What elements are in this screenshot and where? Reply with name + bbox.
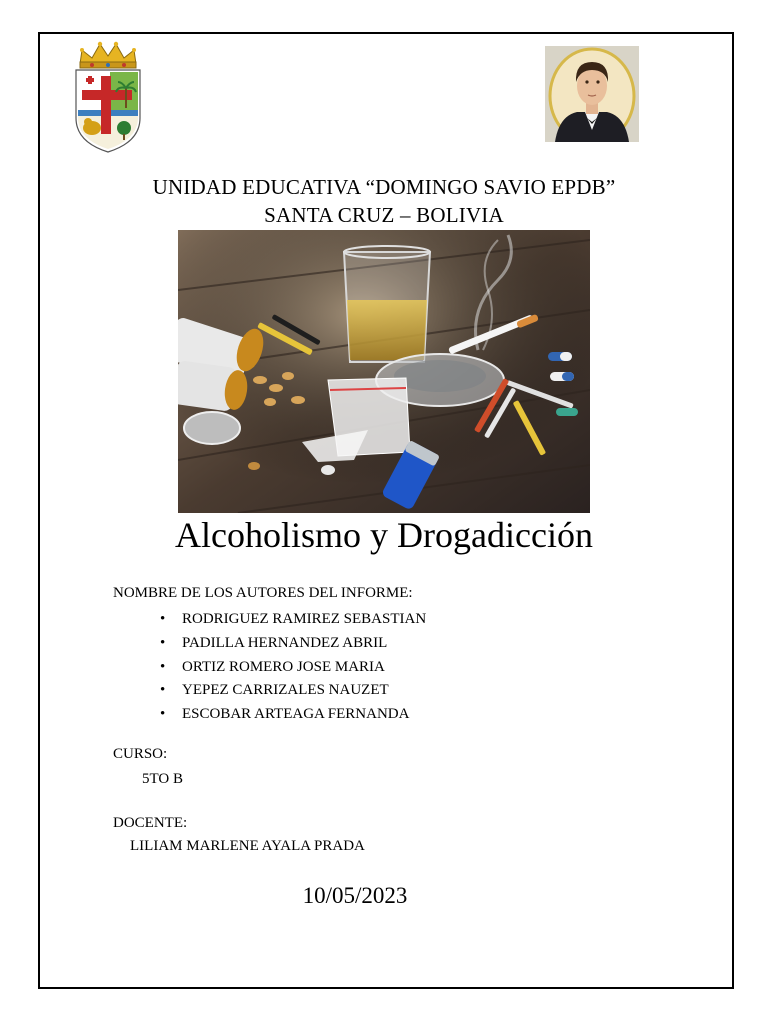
report-date: 10/05/2023	[302, 883, 408, 908]
author-item: • YEPEZ CARRIZALES NAUZET	[160, 679, 426, 703]
authors-list	[160, 608, 426, 727]
author-item: • RODRIGUEZ RAMIREZ SEBASTIAN	[160, 608, 426, 632]
cover-photo	[178, 230, 590, 513]
crown-icon	[80, 42, 136, 68]
author-item: • ORTIZ ROMERO JOSE MARIA	[160, 656, 426, 680]
school-name: UNIDAD EDUCATIVA “DOMINGO SAVIO EPDB”	[152, 175, 616, 199]
report-title: Alcoholismo y Drogadicción	[175, 515, 593, 555]
teacher-value: LILIAM MARLENE AYALA PRADA	[130, 838, 365, 854]
school-location: SANTA CRUZ – BOLIVIA	[264, 203, 504, 227]
saint-portrait-image	[545, 46, 639, 142]
coat-of-arms-logo	[70, 38, 146, 154]
course-value: 5TO B	[142, 771, 183, 787]
author-item: • PADILLA HERNANDEZ ABRIL	[160, 632, 426, 656]
author-item: • ESCOBAR ARTEAGA FERNANDA	[160, 703, 426, 727]
course-label: CURSO:	[113, 746, 168, 762]
teacher-label: DOCENTE:	[113, 815, 188, 831]
authors-label: NOMBRE DE LOS AUTORES DEL INFORME:	[113, 585, 413, 601]
